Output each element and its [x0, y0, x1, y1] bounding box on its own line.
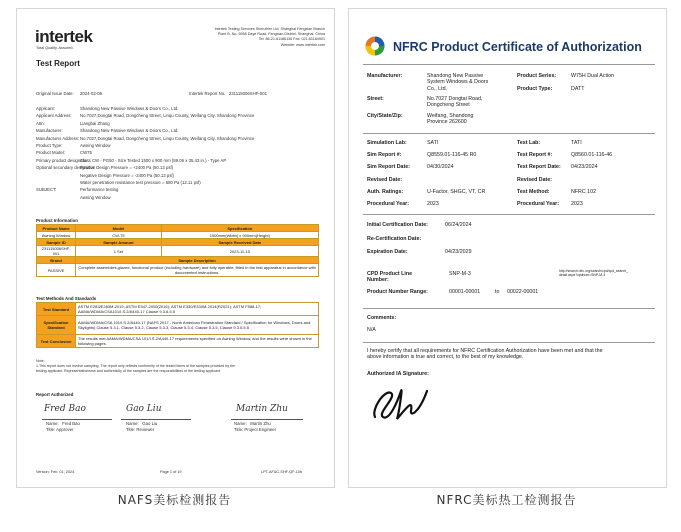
cpd-value: SNP-M-3: [449, 271, 471, 277]
table-header: Brand: [37, 257, 76, 264]
product-type-value: DATT: [571, 86, 585, 92]
field-row: [36, 164, 326, 171]
methods-heading: Test Methods And Standards: [36, 296, 97, 301]
city-line: Province 262600: [427, 119, 467, 126]
table-header: Product Name: [37, 225, 76, 232]
initial-cert-label: Initial Certification Date:: [367, 222, 428, 228]
product-type-label: Product Type:: [517, 86, 553, 92]
range-from: 00001-00001: [449, 289, 481, 295]
table-cell: Complete assemblies,glazed, functional product (including hardware) and fully operable, fitted in the test apparatus in accordance with documented instructions.: [76, 264, 319, 277]
field-row: [36, 105, 326, 112]
field-value: Liangbai Zhang: [80, 120, 110, 126]
approver-name-row: [46, 421, 80, 426]
info-row: [517, 164, 657, 176]
field-label: Primary product designator:: [36, 157, 89, 163]
report-number-row: [189, 91, 267, 96]
table-header-row: [37, 225, 319, 232]
city-line: Weifang, Shandong: [427, 113, 474, 119]
method-value: ASTM E283/E283M-2019; ASTM E547-2000(2016); ASTM E330/E330M-2014(R2021); ASTM F588-17; AAMA/WDMA/CSA101/I.S.2/A440-17 Clause 9.3.6.5.5: [76, 303, 319, 316]
issue-date-row: [36, 91, 102, 96]
footer-form-code: LPT-AF&C-SHF-QF-10b: [261, 470, 303, 474]
table-cell: Awning Window: [37, 232, 76, 239]
field-row: [36, 194, 326, 201]
divider: [363, 64, 655, 65]
field-label: Applicant:: [36, 106, 55, 111]
info-row: [517, 201, 657, 213]
city-label: City/State/Zip:: [367, 113, 403, 119]
manufacturer-label: Manufacturer:: [367, 73, 403, 79]
field-row: [36, 179, 326, 186]
info-row: [517, 177, 657, 189]
info-row: [517, 189, 657, 201]
report-number-label: Intertek Report No.: [189, 91, 226, 96]
field-row: [36, 142, 326, 149]
caption-nafs-report: NAFS美标检测报告: [117, 493, 232, 507]
table-header: Specification: [161, 225, 318, 232]
certify-statement: [367, 348, 603, 361]
field-value: Awning Window: [80, 143, 111, 149]
range-to-word: to: [495, 289, 500, 295]
divider: [363, 342, 655, 343]
field-label: Manufacturer:: [36, 128, 63, 134]
manufacturer-value: [427, 73, 488, 92]
info-label: Procedural Year:: [517, 200, 560, 207]
recert-label: Re-Certification Date:: [367, 236, 422, 242]
reviewer-signature: Gao Liu: [126, 404, 162, 414]
info-value: 04/23/2024: [571, 164, 598, 171]
nafs-test-report: [16, 8, 335, 488]
approver-title: Title: Approver: [46, 427, 74, 432]
street-label: Street:: [367, 96, 384, 102]
table-cell: 1 Set: [76, 246, 162, 257]
info-row: [367, 201, 517, 213]
engineer-title: Title: Project Engineer: [234, 427, 277, 432]
table-header: Model: [76, 225, 162, 232]
method-label: Specification Standard: [37, 316, 76, 335]
info-row: [517, 152, 657, 164]
info-row: [517, 140, 657, 152]
info-value: 2023: [427, 200, 439, 207]
field-value: Positive Design Pressure = +2400 Pa (50.13 psf): [80, 165, 174, 171]
field-value: Shandong New Passive Windows & Doors Co., Ltd.: [80, 128, 179, 134]
info-row: [367, 140, 517, 152]
field-label: Attn:: [36, 120, 45, 126]
range-label: Product Number Range:: [367, 289, 428, 295]
info-value: NFRC 102: [571, 188, 597, 195]
footer-page: Page 1 of 19: [160, 470, 182, 474]
range-to: 00022-00001: [507, 289, 539, 295]
name-label: Name:: [46, 421, 59, 426]
info-label: Sim Report #:: [367, 152, 402, 159]
certify-line: I hereby certify that all requirements for NFRC Certification Authorization have been met and that the: [367, 348, 603, 354]
info-label: Auth. Ratings:: [367, 188, 404, 195]
signature-line: [231, 419, 303, 420]
address-line: Website: www.intertek.com: [280, 42, 325, 47]
info-row: [367, 177, 517, 189]
signature-line: [121, 419, 191, 420]
table-header: Sample Received Date: [161, 239, 318, 246]
info-value: 04/30/2024: [427, 164, 454, 171]
info-label: Test Report #:: [517, 152, 553, 159]
divider: [363, 308, 655, 309]
address-line: Intertek Testing Services Shenzhen Ltd. Shanghai Fengxian Branch: [214, 27, 325, 31]
table-cell: CW-75: [76, 232, 162, 239]
comments-label: Comments:: [367, 315, 397, 321]
method-label: Test Standard: [37, 303, 76, 316]
table-header: Sample Amount: [76, 239, 162, 246]
cpd-url[interactable]: [559, 269, 628, 278]
series-label: Product Series:: [517, 73, 557, 79]
field-label: Optional secondary designator:: [36, 165, 96, 171]
field-label: Applicant Address:: [36, 113, 72, 119]
table-header: Sample ID: [37, 239, 76, 246]
field-value: No.7027,Dongtai Road, Dongcheng Street, Linqu County, Weifang City, Shandong Province: [80, 135, 255, 141]
field-row: [36, 149, 326, 156]
field-value: CW75: [80, 150, 92, 156]
method-value: The results met AAMA/WDMA/CSA 101/I.S.2/A440-17 requirements specified on Awning Window, and the results were shown in the following pages.: [76, 335, 319, 348]
field-label: Product Model:: [36, 150, 65, 156]
street-line: Dongcheng Street: [427, 102, 470, 109]
address-line: Tel: 86-21-61186136 Fax: 021-61184901: [258, 37, 325, 42]
field-row: [36, 186, 326, 193]
ia-signature: [367, 383, 437, 425]
reviewer-name-row: [126, 421, 157, 426]
cpd-label-line: Number:: [367, 277, 389, 284]
logo-text: intertek: [35, 27, 93, 46]
info-row: [367, 189, 517, 201]
note-line: testing applicant. Representativeness and authenticity of the samples are the responsibilities of the testing applicant.: [36, 368, 221, 373]
city-value: [427, 113, 473, 126]
methods-table: [36, 302, 319, 348]
test-info: [517, 140, 657, 213]
report-authorized-heading: Report Authorized: [36, 392, 74, 397]
table-row: [37, 264, 319, 277]
divider: [363, 133, 655, 134]
expiration-label: Expiration Date:: [367, 249, 408, 255]
table-header-row: [37, 257, 319, 264]
issue-date-value: 2024-02-05: [80, 91, 102, 96]
street-value: [427, 96, 482, 109]
table-cell: 1500mm(Width) x 900mm(Height): [161, 232, 318, 239]
manufacturer-line: System Windows & Doors: [427, 79, 489, 86]
field-row: [36, 135, 326, 142]
info-label: Test Method:: [517, 188, 550, 195]
signature-label: Authorized IA Signature:: [367, 371, 429, 377]
url-line[interactable]: http://search.nfrc.org/search/cpd/cpd_search_: [559, 269, 628, 273]
info-label: Test Report Date:: [517, 164, 561, 171]
field-value: Shandong New Passive Windows & Doors Co., Ltd.: [80, 106, 179, 111]
field-value: Class CW - PG50 - Size Tested 1500 x 900 mm (59.06 x 35.43 in.) - Type AP: [80, 157, 227, 163]
info-value: Q8559.01-116-45 R0: [427, 152, 477, 159]
engineer-name-row: [234, 421, 271, 426]
signature-line: [42, 419, 112, 420]
field-label: SUBJECT:: [36, 187, 57, 193]
name-label: Name:: [126, 421, 139, 426]
engineer-name: Martin Zhu: [250, 421, 271, 426]
nfrc-logo-icon: [365, 36, 385, 56]
signature-block: [36, 404, 326, 454]
table-header: Sample Description: [76, 257, 319, 264]
field-value: Water penetration resistance test pressure = 580 Pa (12.11 psf): [80, 180, 201, 186]
manufacturer-line: Co., Ltd.: [427, 85, 448, 92]
field-row: [36, 112, 326, 119]
report-note: [36, 359, 326, 373]
field-label: Product Type:: [36, 143, 63, 149]
intertek-logo: [35, 27, 92, 47]
field-value: Performance testing: [80, 187, 119, 193]
info-row: [367, 164, 517, 176]
name-label: Name:: [234, 421, 247, 426]
address-line: Plant B, No. 6958 Daye Road, Fengxian District, Shanghai, China: [217, 32, 325, 37]
report-number-value: 231115006SHF-001: [228, 91, 267, 96]
table-cell: 231115006SHF-001: [37, 246, 76, 257]
cpd-label: [367, 271, 412, 284]
info-label: Simulation Lab:: [367, 140, 407, 146]
footer-version: Version: Feb. 01, 2024: [36, 470, 75, 474]
info-label: Test Lab:: [517, 140, 541, 146]
info-value: TATI: [571, 140, 582, 146]
manufacturer-line: Shandong New Passive: [427, 73, 484, 79]
approver-name: Fred Bao: [62, 421, 80, 426]
note-line: Note:: [36, 359, 45, 363]
certify-line: above information is true and correct, to the best of my knowledge.: [367, 354, 524, 361]
url-line[interactable]: detail.aspx?cpdnum=SNP-M-3: [559, 273, 606, 278]
info-label: Sim Report Date:: [367, 164, 410, 171]
note-line: 1.This report does not involve sampling. The report only reflects conformity of the tested items of the samples provided by the: [36, 363, 236, 368]
field-row: [36, 120, 326, 127]
table-row: [37, 316, 319, 335]
table-row: [37, 335, 319, 348]
table-header-row: [37, 239, 319, 246]
field-row: [36, 157, 326, 164]
field-value: No.7027,Dongtai Road, Dongcheng Street, Linqu County, Weifang City, Shandong Province: [80, 113, 255, 119]
cpd-label-line: CPD Product Line: [367, 271, 413, 277]
field-value: Awning Window: [80, 194, 111, 200]
product-info-heading: Product Information: [36, 218, 78, 223]
product-info-table: [36, 224, 319, 277]
logo-tagline: Total Quality. Assured.: [36, 46, 74, 50]
lab-address: [185, 27, 325, 48]
table-row: [37, 303, 319, 316]
initial-cert-value: 06/24/2024: [445, 222, 472, 228]
certificate-title: NFRC Product Certificate of Authorization: [393, 40, 642, 54]
issue-date-label: Original Issue Date:: [36, 91, 74, 96]
engineer-signature: Martin Zhu: [236, 404, 288, 414]
simulation-info: [367, 140, 517, 213]
field-value: Negative Design Pressure = -2400 Pa (50.13 psf): [80, 172, 174, 178]
info-value: Q8560.01-116-46: [571, 152, 613, 159]
info-label: Procedural Year:: [367, 200, 410, 207]
report-title: Test Report: [36, 59, 80, 68]
table-cell: PASSIVE: [37, 264, 76, 277]
approver-signature: Fred Bao: [44, 404, 86, 414]
report-fields: [36, 105, 326, 201]
field-label: Manufacturer Address:: [36, 135, 80, 141]
expiration-value: 04/23/2029: [445, 249, 472, 255]
table-row: [37, 246, 319, 257]
street-line: No.7027 Dongtai Road,: [427, 96, 483, 102]
info-value: SATI: [427, 140, 439, 146]
reviewer-title: Title: Reviewer: [126, 427, 155, 432]
series-value: W75H Dual Action: [571, 73, 614, 79]
field-row: [36, 127, 326, 134]
method-label: Test Conclusion: [37, 335, 76, 348]
info-value: 2023: [571, 200, 583, 207]
caption-nfrc-report: NFRC美标热工检测报告: [436, 493, 577, 507]
info-label: Revised Date:: [367, 176, 403, 183]
comments-value: N/A: [367, 327, 376, 333]
info-label: Revised Date:: [517, 176, 553, 183]
field-row: [36, 172, 326, 179]
table-row: [37, 232, 319, 239]
reviewer-name: Gao Liu: [142, 421, 158, 426]
nfrc-certificate: [348, 8, 667, 488]
method-value: AAMA/WDMA/CSA 101/I.S.2/A440-17 (NAFS 2017 - North American Fenestration Standard / Specification for Windows, Doors and Skylights) Clause 5.3.1, Clause 5.3.2, Clause 5.3.3, Clause 5.3.4, Clause 5.3.5, Clause 9.3.6.5.5: [76, 316, 319, 335]
info-row: [367, 152, 517, 164]
table-cell: 2023-11-15: [161, 246, 318, 257]
divider: [363, 214, 655, 215]
info-value: U-Factor, SHGC, VT, CR: [427, 188, 486, 195]
